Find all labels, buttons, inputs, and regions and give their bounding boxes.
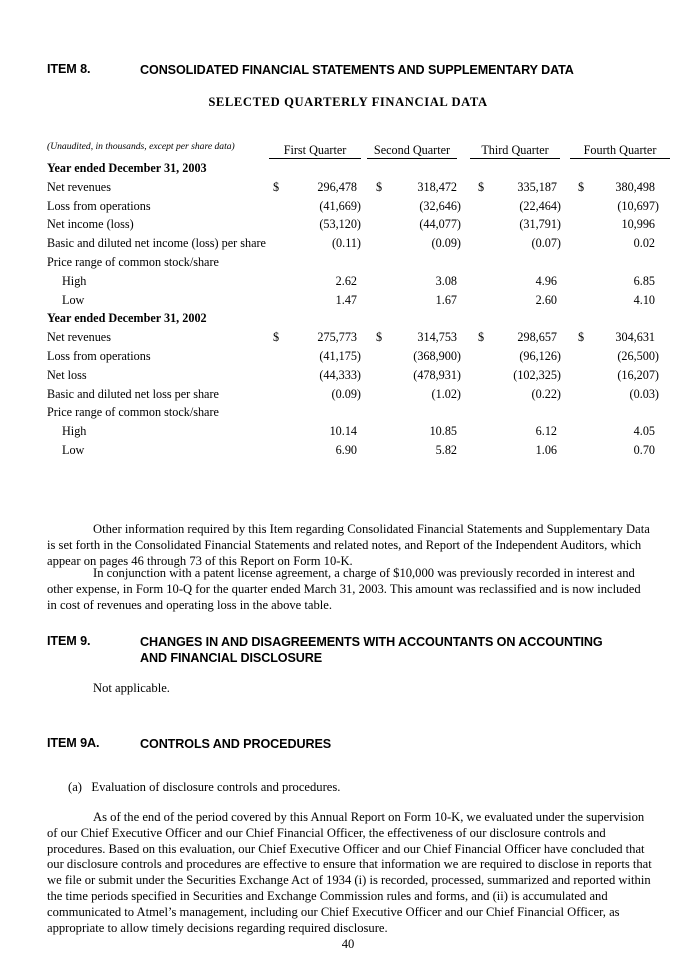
table-row <box>47 234 672 253</box>
cell-value: (41,175) <box>319 348 361 363</box>
cell-value: (0.22) <box>531 386 561 401</box>
table-row <box>47 441 672 460</box>
cell-value: (44,333) <box>319 367 361 382</box>
section-heading-row <box>47 159 672 178</box>
cell-value: 2.62 <box>335 273 357 288</box>
cell-value: 6.12 <box>535 424 557 439</box>
table-row <box>47 291 672 310</box>
column-header-q2: Second Quarter <box>367 143 457 159</box>
column-header-q4: Fourth Quarter <box>570 143 670 159</box>
item-9-number: ITEM 9. <box>47 634 91 648</box>
cell-value: 6.85 <box>633 273 655 288</box>
cell-value: 5.82 <box>435 442 457 457</box>
row-label: Basic and diluted net loss per share <box>47 386 219 401</box>
cell-value: 10.14 <box>329 424 357 439</box>
cell-value: 0.70 <box>633 442 655 457</box>
item-9a-subsection-a: (a) Evaluation of disclosure controls and procedures. <box>68 780 341 794</box>
cell-value: (0.07) <box>531 236 561 251</box>
cell-value: (26,500) <box>617 348 659 363</box>
table-row <box>47 272 672 291</box>
currency-symbol: $ <box>273 179 280 194</box>
cell-value: (0.09) <box>331 386 361 401</box>
currency-symbol: $ <box>273 330 280 345</box>
cell-value: (10,697) <box>617 198 659 213</box>
cell-value: 3.08 <box>435 273 457 288</box>
cell-value: (31,791) <box>519 217 561 232</box>
currency-symbol: $ <box>578 179 585 194</box>
table-row <box>47 178 672 197</box>
section-heading-row <box>47 309 672 328</box>
currency-symbol: $ <box>478 179 485 194</box>
cell-value: 0.02 <box>633 236 655 251</box>
row-label: Low <box>62 442 85 457</box>
item-9a-title: CONTROLS AND PROCEDURES <box>140 737 332 751</box>
cell-value: 10,996 <box>621 217 655 232</box>
item-9-title: CHANGES IN AND DISAGREEMENTS WITH ACCOUNTANTS ON ACCOUNTING AND FINANCIAL DISCLOSURE <box>140 635 603 665</box>
cell-value: 1.47 <box>335 292 357 307</box>
row-label: High <box>62 273 87 288</box>
section-heading: Year ended December 31, 2003 <box>47 161 207 175</box>
cell-value: (102,325) <box>513 367 561 382</box>
table-row <box>47 366 672 385</box>
cell-value: 335,187 <box>517 179 557 194</box>
cell-value: 1.06 <box>535 442 557 457</box>
row-label: Loss from operations <box>47 348 151 363</box>
cell-value: (478,931) <box>413 367 461 382</box>
cell-value: 4.10 <box>633 292 655 307</box>
cell-value: 4.05 <box>633 424 655 439</box>
row-label: Low <box>62 292 85 307</box>
cell-value: (1.02) <box>431 386 461 401</box>
cell-value: (41,669) <box>319 198 361 213</box>
paragraph-other-info: Other information required by this Item regarding Consolidated Financial Statements and Supplementary Data is set forth in the Consolidated Financial Statements and related notes, and Report of the Independent Auditors, which appear on pages 46 through 73 of this Report on Form 10-K. <box>47 522 650 568</box>
item-9a-number: ITEM 9A. <box>47 736 100 750</box>
currency-symbol: $ <box>478 330 485 345</box>
table-row <box>47 328 672 347</box>
cell-value: (0.09) <box>431 236 461 251</box>
cell-value: 6.90 <box>335 442 357 457</box>
currency-symbol: $ <box>376 179 383 194</box>
table-row <box>47 422 672 441</box>
cell-value: 10.85 <box>429 424 457 439</box>
cell-value: 314,753 <box>417 330 457 345</box>
row-label: Price range of common stock/share <box>47 254 219 269</box>
table-row <box>47 385 672 404</box>
cell-value: (32,646) <box>419 198 461 213</box>
page-number: 40 <box>341 937 355 951</box>
table-header-row <box>47 137 672 159</box>
quarterly-financial-table <box>47 137 672 460</box>
table-note: (Unaudited, in thousands, except per share data) <box>47 141 235 152</box>
item-9-body: Not applicable. <box>93 681 170 695</box>
currency-symbol: $ <box>376 330 383 345</box>
row-label: Loss from operations <box>47 198 151 213</box>
row-label: Net income (loss) <box>47 217 134 232</box>
cell-value: (96,126) <box>519 348 561 363</box>
column-header-q3: Third Quarter <box>470 143 560 159</box>
cell-value: 318,472 <box>417 179 457 194</box>
cell-value: 4.96 <box>535 273 557 288</box>
cell-value: (53,120) <box>319 217 361 232</box>
table-body <box>47 159 672 460</box>
item-8-title: CONSOLIDATED FINANCIAL STATEMENTS AND SUPPLEMENTARY DATA <box>140 63 574 77</box>
cell-value: (0.03) <box>629 386 659 401</box>
cell-value: 298,657 <box>517 330 557 345</box>
table-row <box>47 403 672 422</box>
row-label: Price range of common stock/share <box>47 405 219 420</box>
cell-value: (22,464) <box>519 198 561 213</box>
cell-value: (44,077) <box>419 217 461 232</box>
item-9a-body: As of the end of the period covered by this Annual Report on Form 10-K, we evaluated under the supervision of our Chief Executive Officer and our Chief Financial Officer, the effectiveness of our disclosure controls and procedures. Based on this evaluation, our Chief Executive Officer and our Chief Financial Officer have concluded that our disclosure controls and procedures are effective to ensure that information we are required to disclose in reports that we file or submit under the Securities Exchange Act of 1934 (i) is recorded, processed, summarized and reported within the time periods specified in Securities and Exchange Commission rules and forms, and (ii) is accumulated and communicated to Atmel’s management, including our Chief Executive Officer and our Chief Financial Officer, as appropriate to allow timely decisions regarding required disclosure. <box>47 810 652 935</box>
row-label: Net revenues <box>47 179 111 194</box>
column-header-q1: First Quarter <box>269 143 361 159</box>
currency-symbol: $ <box>578 330 585 345</box>
cell-value: 296,478 <box>317 179 357 194</box>
cell-value: (16,207) <box>617 367 659 382</box>
cell-value: 380,498 <box>615 179 655 194</box>
section-heading: Year ended December 31, 2002 <box>47 311 207 326</box>
cell-value: 1.67 <box>435 292 457 307</box>
cell-value: (368,900) <box>413 348 461 363</box>
cell-value: (0.11) <box>332 236 361 251</box>
table-row <box>47 215 672 234</box>
cell-value: 275,773 <box>317 330 357 345</box>
row-label: High <box>62 424 87 439</box>
item-8-number: ITEM 8. <box>47 62 91 76</box>
cell-value: 304,631 <box>615 330 655 345</box>
paragraph-patent: In conjunction with a patent license agreement, a charge of $10,000 was previously recorded in interest and other expense, in Form 10-Q for the quarter ended March 31, 2003. This amount was reclassified and is now included in cost of revenues and operating loss in the above table. <box>47 566 641 612</box>
table-row <box>47 347 672 366</box>
table-title: SELECTED QUARTERLY FINANCIAL DATA <box>208 95 488 109</box>
row-label: Basic and diluted net income (loss) per share <box>47 236 266 251</box>
row-label: Net loss <box>47 367 87 382</box>
row-label: Net revenues <box>47 330 111 345</box>
table-row <box>47 253 672 272</box>
cell-value: 2.60 <box>535 292 557 307</box>
table-row <box>47 197 672 216</box>
